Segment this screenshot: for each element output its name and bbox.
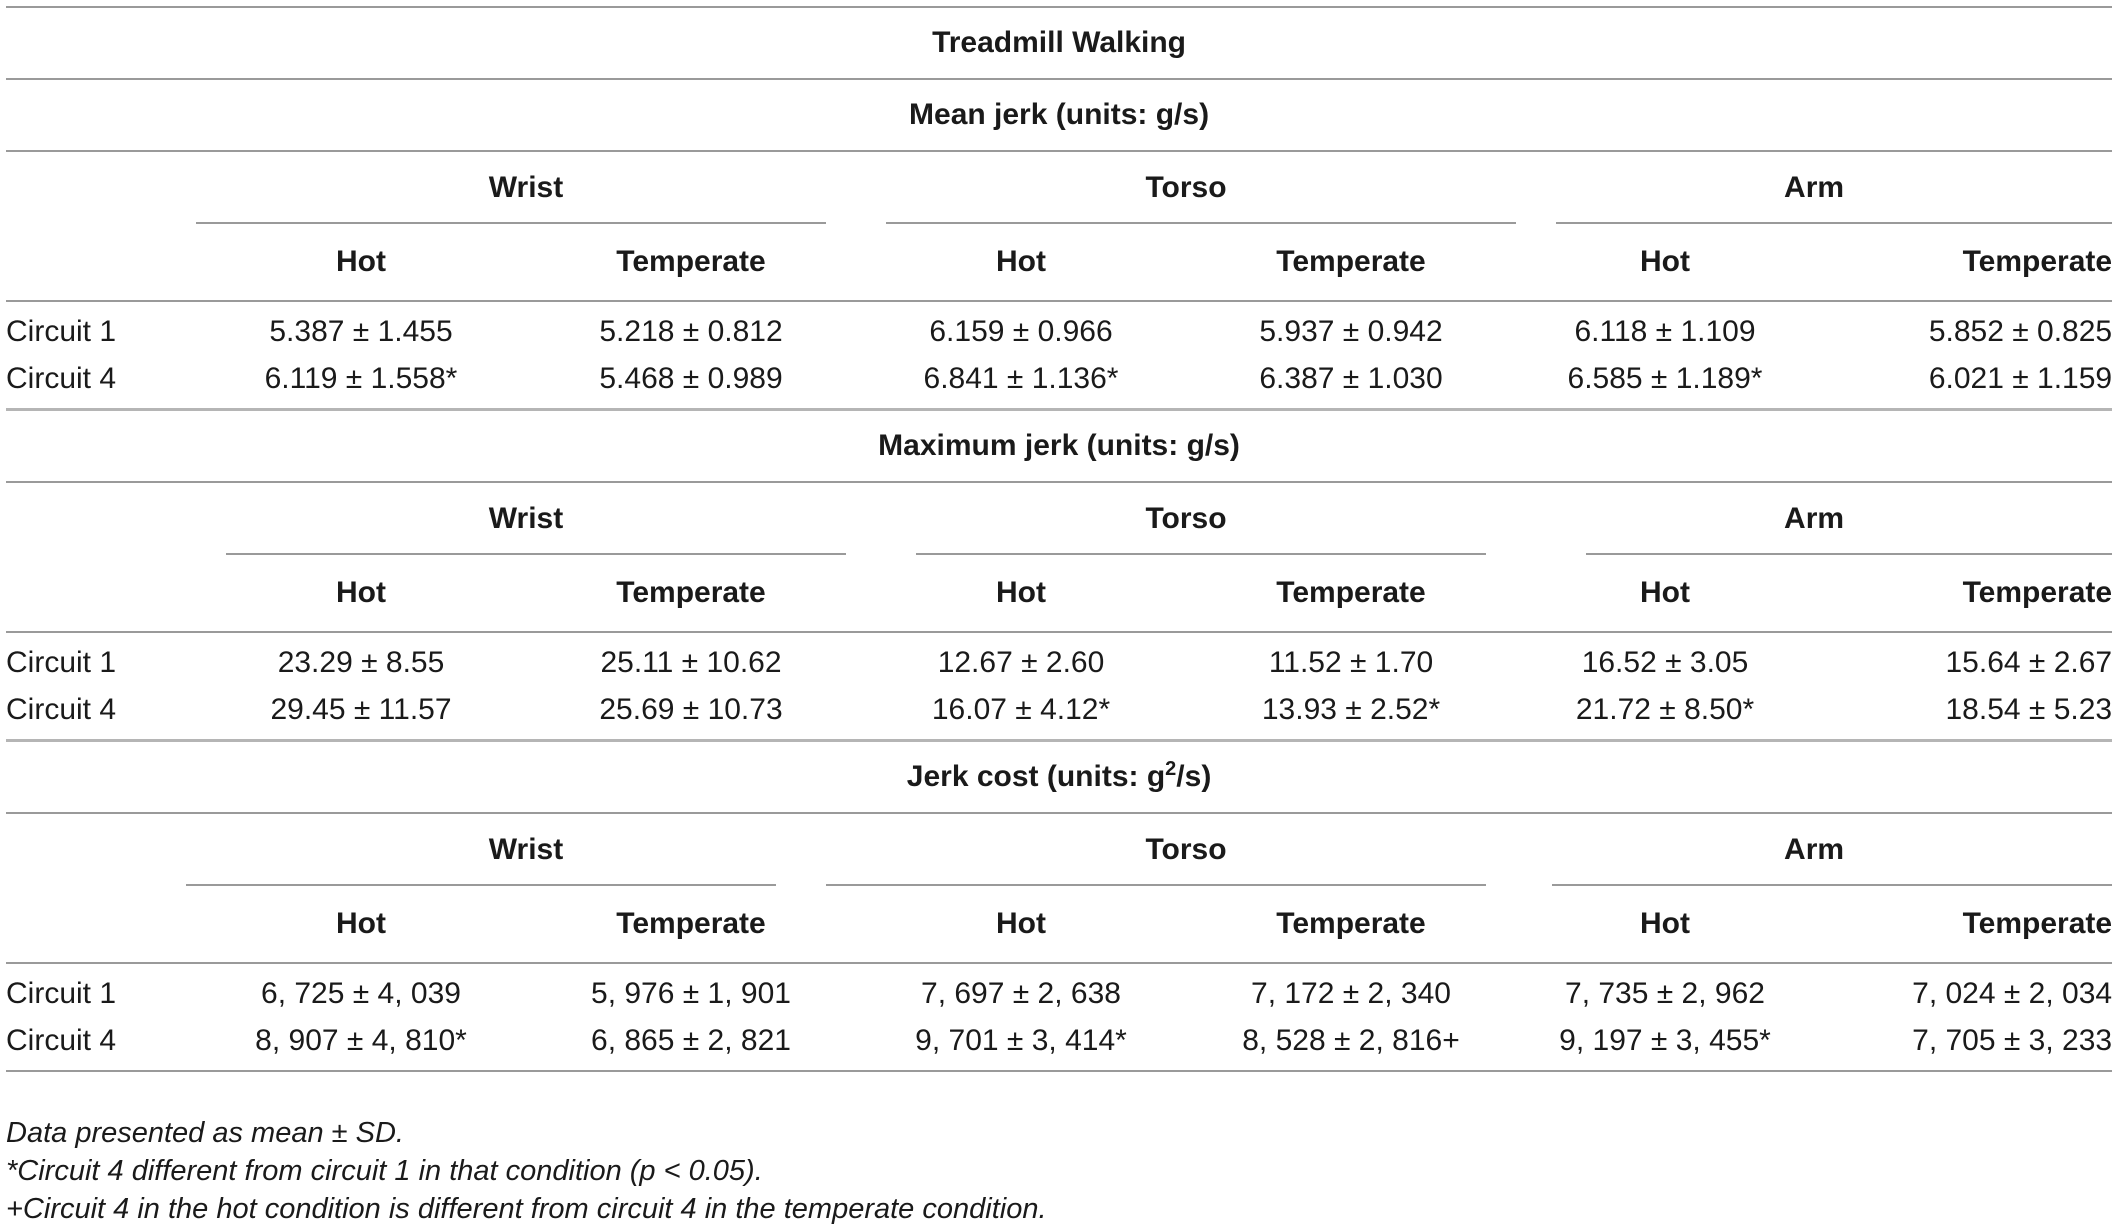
group-header-arm	[1516, 813, 2112, 886]
table-cell: 6.387 ± 1.030	[1259, 361, 1443, 395]
table-cell: 9, 197 ± 3, 455*	[1516, 1017, 1814, 1071]
table-footnotes	[6, 1114, 1047, 1228]
table-cell: 25.69 ± 10.73	[599, 692, 783, 726]
table-row	[6, 632, 2112, 686]
jerk-table-container	[6, 6, 2112, 1072]
table-cell: 6.118 ± 1.109	[1574, 314, 1756, 348]
group-label: Torso	[1145, 502, 1227, 535]
subheader-hot: Hot	[196, 886, 526, 963]
footnote: Data presented as mean ± SD.	[6, 1117, 404, 1149]
group-header-wrist	[196, 482, 856, 555]
subheader-hot: Hot	[1516, 886, 1814, 963]
group-label: Arm	[1784, 833, 1845, 866]
subheader-temperate: Temperate	[1814, 555, 2112, 632]
table-cell: 9, 701 ± 3, 414*	[856, 1017, 1186, 1071]
subheader-hot: Hot	[856, 886, 1186, 963]
group-header-row	[6, 813, 2112, 886]
subheader-hot: Hot	[1516, 555, 1814, 632]
table-cell: 23.29 ± 8.55	[277, 645, 445, 679]
table-cell: 5.468 ± 0.989	[599, 361, 783, 395]
table-cell: 5.218 ± 0.812	[599, 314, 783, 348]
empty-cell	[6, 555, 196, 632]
empty-cell	[6, 813, 196, 886]
group-underline	[226, 553, 846, 555]
subheader-temperate: Temperate	[526, 555, 856, 632]
group-label: Torso	[1145, 833, 1227, 866]
group-underline	[916, 553, 1486, 555]
group-underline	[1586, 553, 2112, 555]
table-cell: 6.841 ± 1.136*	[923, 361, 1119, 395]
subheader-row	[6, 555, 2112, 632]
section-title-mean-jerk: Mean jerk (units: g/s)	[6, 79, 2112, 151]
row-label: Circuit 4	[6, 361, 117, 395]
table-cell: 7, 024 ± 2, 034	[1912, 976, 2113, 1010]
table-cell: 5.852 ± 0.825	[1928, 314, 2113, 348]
table-cell: 5, 976 ± 1, 901	[591, 976, 791, 1010]
group-label: Torso	[1145, 171, 1227, 204]
table-cell: 7, 697 ± 2, 638	[921, 976, 1121, 1010]
group-underline	[1556, 222, 2112, 224]
subheader-row	[6, 224, 2112, 301]
subheader-temperate: Temperate	[1814, 886, 2112, 963]
group-underline	[196, 222, 826, 224]
group-header-row	[6, 151, 2112, 224]
table-title-row	[6, 7, 2112, 79]
section-header-row	[6, 79, 2112, 151]
group-header-row	[6, 482, 2112, 555]
subheader-hot: Hot	[856, 224, 1186, 301]
empty-cell	[6, 482, 196, 555]
table-cell: 29.45 ± 11.57	[270, 692, 452, 726]
subheader-hot: Hot	[1516, 224, 1814, 301]
row-label: Circuit 1	[6, 645, 117, 679]
empty-cell	[6, 151, 196, 224]
group-underline	[186, 884, 776, 886]
table-row	[6, 355, 2112, 410]
group-label: Wrist	[488, 171, 564, 204]
table-cell: 18.54 ± 5.23	[1945, 692, 2113, 726]
table-cell: 13.93 ± 2.52*	[1261, 692, 1441, 726]
empty-cell	[6, 224, 196, 301]
subheader-temperate: Temperate	[1814, 224, 2112, 301]
table-cell: 6.021 ± 1.159	[1928, 361, 2113, 395]
subheader-temperate: Temperate	[1186, 886, 1516, 963]
row-label: Circuit 4	[6, 692, 117, 726]
group-header-arm	[1516, 482, 2112, 555]
group-header-torso	[856, 151, 1516, 224]
group-label: Arm	[1784, 502, 1845, 535]
subheader-temperate: Temperate	[1186, 224, 1516, 301]
subheader-temperate: Temperate	[1186, 555, 1516, 632]
group-underline	[886, 222, 1516, 224]
empty-cell	[6, 886, 196, 963]
group-underline	[1552, 884, 2112, 886]
section-title-suffix: /s)	[1176, 760, 1212, 793]
table-cell: 6, 725 ± 4, 039	[261, 976, 461, 1010]
table-cell: 6.585 ± 1.189*	[1567, 361, 1763, 395]
table-cell: 6.119 ± 1.558*	[264, 361, 458, 395]
section-header-row	[6, 741, 2112, 814]
group-header-wrist	[196, 151, 856, 224]
row-label: Circuit 1	[6, 314, 117, 348]
group-label: Arm	[1784, 171, 1845, 204]
footnote: +Circuit 4 in the hot condition is different from circuit 4 in the temperate condition.	[6, 1193, 1047, 1225]
table-cell: 16.52 ± 3.05	[1581, 645, 1749, 679]
table-row	[6, 1017, 2112, 1071]
subheader-temperate: Temperate	[526, 224, 856, 301]
table-cell: 6, 865 ± 2, 821	[526, 1017, 856, 1071]
table-cell: 7, 705 ± 3, 233	[1814, 1017, 2112, 1071]
row-label: Circuit 4	[6, 1017, 196, 1071]
table-cell: 6.159 ± 0.966	[929, 314, 1113, 348]
group-header-wrist	[196, 813, 856, 886]
group-label: Wrist	[488, 833, 564, 866]
table-cell: 11.52 ± 1.70	[1268, 645, 1434, 679]
table-row	[6, 301, 2112, 355]
section-header-row	[6, 410, 2112, 483]
subheader-hot: Hot	[196, 224, 526, 301]
jerk-table	[6, 6, 2112, 1072]
footnote: *Circuit 4 different from circuit 1 in that condition (p < 0.05).	[6, 1155, 763, 1187]
section-title-prefix: Jerk cost (units: g	[906, 760, 1166, 793]
table-cell: 7, 735 ± 2, 962	[1565, 976, 1765, 1010]
table-title: Treadmill Walking	[6, 7, 2112, 79]
group-header-torso	[856, 482, 1516, 555]
subheader-row	[6, 886, 2112, 963]
table-cell: 16.07 ± 4.12*	[931, 692, 1111, 726]
section-title-max-jerk: Maximum jerk (units: g/s)	[6, 410, 2112, 483]
group-label: Wrist	[488, 502, 564, 535]
subheader-hot: Hot	[856, 555, 1186, 632]
subheader-hot: Hot	[196, 555, 526, 632]
group-underline	[826, 884, 1486, 886]
table-cell: 5.387 ± 1.455	[269, 314, 453, 348]
table-cell: 21.72 ± 8.50*	[1575, 692, 1755, 726]
table-cell: 8, 528 ± 2, 816+	[1186, 1017, 1516, 1071]
table-cell: 5.937 ± 0.942	[1259, 314, 1443, 348]
table-row	[6, 963, 2112, 1017]
table-cell: 7, 172 ± 2, 340	[1251, 976, 1451, 1010]
table-cell: 15.64 ± 2.67	[1945, 645, 2113, 679]
table-row	[6, 686, 2112, 741]
table-cell: 25.11 ± 10.62	[600, 645, 782, 679]
group-header-arm	[1516, 151, 2112, 224]
row-label: Circuit 1	[6, 976, 117, 1010]
subheader-temperate: Temperate	[526, 886, 856, 963]
section-title-superscript: 2	[1165, 758, 1177, 780]
section-title-jerk-cost	[6, 741, 2112, 814]
table-cell: 8, 907 ± 4, 810*	[196, 1017, 526, 1071]
group-header-torso	[856, 813, 1516, 886]
table-cell: 12.67 ± 2.60	[937, 645, 1105, 679]
